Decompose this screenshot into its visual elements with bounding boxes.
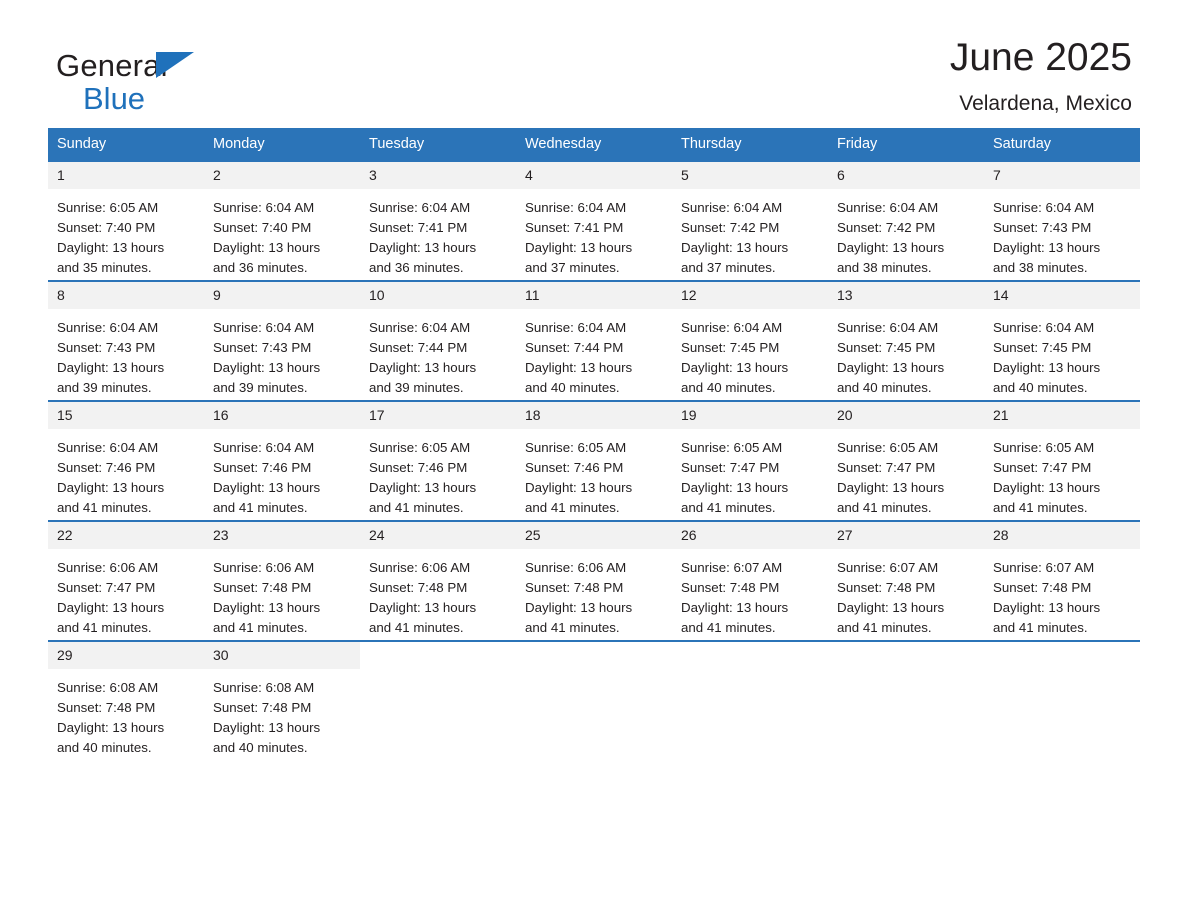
day-cell-empty	[360, 641, 516, 760]
day-number: 15	[48, 402, 204, 429]
sunset-text: Sunset: 7:46 PM	[369, 460, 468, 475]
weekday-header-tuesday: Tuesday	[360, 128, 516, 161]
sunrise-text: Sunrise: 6:04 AM	[993, 200, 1095, 215]
weekday-header-friday: Friday	[828, 128, 984, 161]
sunset-text: Sunset: 7:48 PM	[213, 580, 312, 595]
weekday-header-sunday: Sunday	[48, 128, 204, 161]
weekday-header-thursday: Thursday	[672, 128, 828, 161]
day-number: 5	[672, 162, 828, 189]
daylight-text-line2: and 41 minutes.	[213, 500, 308, 515]
sunset-text: Sunset: 7:46 PM	[213, 460, 312, 475]
day-cell	[360, 401, 516, 521]
daylight-text-line2: and 38 minutes.	[837, 260, 932, 275]
day-number: 4	[516, 162, 672, 189]
daylight-text-line1: Daylight: 13 hours	[57, 480, 165, 495]
daylight-text-line1: Daylight: 13 hours	[57, 720, 165, 735]
day-details	[360, 309, 516, 398]
daylight-text-line2: and 40 minutes.	[57, 740, 152, 755]
day-cell	[48, 161, 204, 281]
day-number: 29	[48, 642, 204, 669]
daylight-text-line1: Daylight: 13 hours	[525, 360, 633, 375]
sunset-text: Sunset: 7:41 PM	[525, 220, 624, 235]
daylight-text-line2: and 41 minutes.	[213, 620, 308, 635]
sunrise-text: Sunrise: 6:05 AM	[57, 200, 159, 215]
daylight-text-line2: and 40 minutes.	[525, 380, 620, 395]
sunrise-text: Sunrise: 6:04 AM	[369, 200, 471, 215]
day-cell-empty	[984, 641, 1140, 760]
daylight-text-line2: and 39 minutes.	[213, 380, 308, 395]
sunrise-text: Sunrise: 6:06 AM	[525, 560, 627, 575]
day-details	[984, 309, 1140, 398]
day-details	[828, 189, 984, 278]
sunrise-text: Sunrise: 6:05 AM	[837, 440, 939, 455]
sunrise-text: Sunrise: 6:04 AM	[213, 200, 315, 215]
sunset-text: Sunset: 7:48 PM	[57, 700, 156, 715]
day-details	[48, 429, 204, 518]
sunrise-text: Sunrise: 6:05 AM	[681, 440, 783, 455]
sunrise-text: Sunrise: 6:04 AM	[525, 320, 627, 335]
day-number: 20	[828, 402, 984, 429]
daylight-text-line1: Daylight: 13 hours	[213, 240, 321, 255]
day-cell	[360, 281, 516, 401]
sunrise-text: Sunrise: 6:04 AM	[213, 440, 315, 455]
sunrise-text: Sunrise: 6:04 AM	[525, 200, 627, 215]
daylight-text-line1: Daylight: 13 hours	[837, 360, 945, 375]
daylight-text-line2: and 39 minutes.	[369, 380, 464, 395]
sunset-text: Sunset: 7:48 PM	[837, 580, 936, 595]
sunrise-text: Sunrise: 6:04 AM	[57, 440, 159, 455]
day-number: 14	[984, 282, 1140, 309]
daylight-text-line2: and 41 minutes.	[681, 500, 776, 515]
day-cell	[984, 161, 1140, 281]
sunrise-text: Sunrise: 6:05 AM	[525, 440, 627, 455]
daylight-text-line1: Daylight: 13 hours	[369, 480, 477, 495]
sunrise-text: Sunrise: 6:04 AM	[57, 320, 159, 335]
day-cell	[984, 401, 1140, 521]
daylight-text-line2: and 41 minutes.	[837, 500, 932, 515]
day-details	[984, 429, 1140, 518]
day-number: 1	[48, 162, 204, 189]
sunset-text: Sunset: 7:40 PM	[213, 220, 312, 235]
sunset-text: Sunset: 7:48 PM	[525, 580, 624, 595]
day-details	[516, 309, 672, 398]
calendar-body	[48, 161, 1140, 760]
day-cell	[672, 161, 828, 281]
sunset-text: Sunset: 7:46 PM	[57, 460, 156, 475]
day-cell-empty	[516, 641, 672, 760]
day-cell	[204, 521, 360, 641]
daylight-text-line1: Daylight: 13 hours	[681, 360, 789, 375]
sunrise-text: Sunrise: 6:04 AM	[837, 320, 939, 335]
sunrise-text: Sunrise: 6:07 AM	[837, 560, 939, 575]
daylight-text-line1: Daylight: 13 hours	[213, 360, 321, 375]
daylight-text-line1: Daylight: 13 hours	[681, 600, 789, 615]
daylight-text-line1: Daylight: 13 hours	[993, 360, 1101, 375]
day-number: 6	[828, 162, 984, 189]
logo-text-blue: Blue	[83, 81, 146, 116]
day-details	[48, 549, 204, 638]
sunrise-text: Sunrise: 6:06 AM	[57, 560, 159, 575]
day-details	[516, 189, 672, 278]
day-cell	[672, 401, 828, 521]
sunrise-text: Sunrise: 6:04 AM	[681, 200, 783, 215]
daylight-text-line1: Daylight: 13 hours	[525, 480, 633, 495]
day-cell	[204, 641, 360, 760]
daylight-text-line2: and 37 minutes.	[681, 260, 776, 275]
day-number: 26	[672, 522, 828, 549]
daylight-text-line2: and 41 minutes.	[57, 620, 152, 635]
sunrise-sunset-calendar	[48, 128, 1140, 760]
daylight-text-line1: Daylight: 13 hours	[681, 240, 789, 255]
day-details	[48, 309, 204, 398]
page-header	[48, 0, 1140, 126]
sunrise-text: Sunrise: 6:04 AM	[369, 320, 471, 335]
day-number: 17	[360, 402, 516, 429]
calendar-week-row	[48, 281, 1140, 401]
day-details	[204, 309, 360, 398]
day-cell	[984, 521, 1140, 641]
day-number: 28	[984, 522, 1140, 549]
day-cell	[672, 521, 828, 641]
calendar-week-row	[48, 161, 1140, 281]
day-cell	[516, 281, 672, 401]
day-details	[828, 429, 984, 518]
daylight-text-line2: and 41 minutes.	[993, 500, 1088, 515]
day-details	[204, 669, 360, 758]
sunset-text: Sunset: 7:41 PM	[369, 220, 468, 235]
day-cell	[516, 401, 672, 521]
daylight-text-line1: Daylight: 13 hours	[213, 720, 321, 735]
weekday-header-monday: Monday	[204, 128, 360, 161]
day-number: 10	[360, 282, 516, 309]
sunset-text: Sunset: 7:43 PM	[993, 220, 1092, 235]
day-number: 9	[204, 282, 360, 309]
day-details	[360, 549, 516, 638]
sunrise-text: Sunrise: 6:08 AM	[213, 680, 315, 695]
day-cell	[204, 281, 360, 401]
daylight-text-line2: and 39 minutes.	[57, 380, 152, 395]
weekday-header-wednesday: Wednesday	[516, 128, 672, 161]
daylight-text-line2: and 41 minutes.	[993, 620, 1088, 635]
sunset-text: Sunset: 7:47 PM	[993, 460, 1092, 475]
day-number: 21	[984, 402, 1140, 429]
daylight-text-line2: and 40 minutes.	[681, 380, 776, 395]
day-details	[672, 309, 828, 398]
sunrise-text: Sunrise: 6:07 AM	[993, 560, 1095, 575]
logo-triangle-icon	[156, 52, 194, 78]
day-details	[48, 189, 204, 278]
day-details	[672, 189, 828, 278]
calendar-week-row	[48, 521, 1140, 641]
daylight-text-line2: and 35 minutes.	[57, 260, 152, 275]
day-details	[360, 429, 516, 518]
sunrise-text: Sunrise: 6:04 AM	[213, 320, 315, 335]
daylight-text-line1: Daylight: 13 hours	[525, 240, 633, 255]
day-cell	[516, 161, 672, 281]
day-details	[516, 429, 672, 518]
sunset-text: Sunset: 7:47 PM	[837, 460, 936, 475]
sunset-text: Sunset: 7:44 PM	[525, 340, 624, 355]
sunset-text: Sunset: 7:48 PM	[369, 580, 468, 595]
daylight-text-line2: and 38 minutes.	[993, 260, 1088, 275]
logo-text-general: General	[56, 48, 168, 83]
sunrise-text: Sunrise: 6:04 AM	[837, 200, 939, 215]
day-number: 30	[204, 642, 360, 669]
daylight-text-line1: Daylight: 13 hours	[57, 240, 165, 255]
sunset-text: Sunset: 7:46 PM	[525, 460, 624, 475]
day-cell	[828, 521, 984, 641]
daylight-text-line1: Daylight: 13 hours	[837, 480, 945, 495]
day-number: 3	[360, 162, 516, 189]
daylight-text-line1: Daylight: 13 hours	[369, 600, 477, 615]
day-details	[360, 189, 516, 278]
page-title: June 2025	[949, 36, 1132, 79]
sunset-text: Sunset: 7:42 PM	[681, 220, 780, 235]
title-block	[950, 38, 1132, 114]
day-cell-empty	[828, 641, 984, 760]
day-details	[204, 189, 360, 278]
sunrise-text: Sunrise: 6:07 AM	[681, 560, 783, 575]
daylight-text-line1: Daylight: 13 hours	[213, 600, 321, 615]
day-details	[984, 189, 1140, 278]
daylight-text-line1: Daylight: 13 hours	[837, 240, 945, 255]
sunset-text: Sunset: 7:40 PM	[57, 220, 156, 235]
day-cell	[48, 641, 204, 760]
location-subtitle: Velardena, Mexico	[959, 91, 1132, 115]
daylight-text-line2: and 36 minutes.	[369, 260, 464, 275]
daylight-text-line2: and 41 minutes.	[681, 620, 776, 635]
day-cell	[48, 521, 204, 641]
daylight-text-line1: Daylight: 13 hours	[369, 240, 477, 255]
day-cell	[828, 281, 984, 401]
generalblue-logo	[56, 50, 168, 114]
daylight-text-line1: Daylight: 13 hours	[57, 600, 165, 615]
day-number: 19	[672, 402, 828, 429]
sunset-text: Sunset: 7:45 PM	[837, 340, 936, 355]
sunset-text: Sunset: 7:42 PM	[837, 220, 936, 235]
day-number: 8	[48, 282, 204, 309]
daylight-text-line2: and 40 minutes.	[837, 380, 932, 395]
day-cell	[516, 521, 672, 641]
day-details	[204, 549, 360, 638]
day-cell	[672, 281, 828, 401]
daylight-text-line1: Daylight: 13 hours	[993, 480, 1101, 495]
sunrise-text: Sunrise: 6:06 AM	[369, 560, 471, 575]
day-cell	[360, 521, 516, 641]
day-number: 23	[204, 522, 360, 549]
day-details	[204, 429, 360, 518]
sunset-text: Sunset: 7:44 PM	[369, 340, 468, 355]
day-cell	[204, 161, 360, 281]
day-details	[672, 429, 828, 518]
sunrise-text: Sunrise: 6:05 AM	[369, 440, 471, 455]
sunset-text: Sunset: 7:48 PM	[993, 580, 1092, 595]
daylight-text-line2: and 41 minutes.	[525, 620, 620, 635]
day-details	[828, 549, 984, 638]
sunrise-text: Sunrise: 6:06 AM	[213, 560, 315, 575]
daylight-text-line2: and 41 minutes.	[837, 620, 932, 635]
day-number: 7	[984, 162, 1140, 189]
day-details	[48, 669, 204, 758]
day-number: 16	[204, 402, 360, 429]
daylight-text-line2: and 41 minutes.	[57, 500, 152, 515]
weekday-header-saturday: Saturday	[984, 128, 1140, 161]
daylight-text-line1: Daylight: 13 hours	[57, 360, 165, 375]
day-number: 18	[516, 402, 672, 429]
day-cell-empty	[672, 641, 828, 760]
sunset-text: Sunset: 7:45 PM	[681, 340, 780, 355]
daylight-text-line2: and 41 minutes.	[525, 500, 620, 515]
day-details	[516, 549, 672, 638]
daylight-text-line2: and 36 minutes.	[213, 260, 308, 275]
day-details	[984, 549, 1140, 638]
day-number: 22	[48, 522, 204, 549]
sunset-text: Sunset: 7:48 PM	[681, 580, 780, 595]
sunset-text: Sunset: 7:43 PM	[213, 340, 312, 355]
daylight-text-line2: and 41 minutes.	[369, 500, 464, 515]
day-cell	[828, 161, 984, 281]
sunrise-text: Sunrise: 6:04 AM	[681, 320, 783, 335]
day-number: 25	[516, 522, 672, 549]
calendar-week-row	[48, 401, 1140, 521]
daylight-text-line1: Daylight: 13 hours	[369, 360, 477, 375]
day-number: 27	[828, 522, 984, 549]
day-details	[828, 309, 984, 398]
sunset-text: Sunset: 7:47 PM	[681, 460, 780, 475]
day-cell	[984, 281, 1140, 401]
daylight-text-line2: and 37 minutes.	[525, 260, 620, 275]
day-cell	[828, 401, 984, 521]
calendar-week-row	[48, 641, 1140, 760]
daylight-text-line1: Daylight: 13 hours	[681, 480, 789, 495]
sunset-text: Sunset: 7:48 PM	[213, 700, 312, 715]
day-number: 11	[516, 282, 672, 309]
daylight-text-line2: and 41 minutes.	[369, 620, 464, 635]
sunrise-text: Sunrise: 6:08 AM	[57, 680, 159, 695]
sunset-text: Sunset: 7:43 PM	[57, 340, 156, 355]
day-cell	[48, 401, 204, 521]
daylight-text-line1: Daylight: 13 hours	[993, 600, 1101, 615]
sunset-text: Sunset: 7:47 PM	[57, 580, 156, 595]
day-cell	[204, 401, 360, 521]
daylight-text-line2: and 40 minutes.	[993, 380, 1088, 395]
daylight-text-line2: and 40 minutes.	[213, 740, 308, 755]
weekday-header-row	[48, 128, 1140, 161]
day-number: 24	[360, 522, 516, 549]
day-details	[672, 549, 828, 638]
day-number: 12	[672, 282, 828, 309]
daylight-text-line1: Daylight: 13 hours	[525, 600, 633, 615]
sunset-text: Sunset: 7:45 PM	[993, 340, 1092, 355]
daylight-text-line1: Daylight: 13 hours	[993, 240, 1101, 255]
sunrise-text: Sunrise: 6:05 AM	[993, 440, 1095, 455]
daylight-text-line1: Daylight: 13 hours	[837, 600, 945, 615]
sunrise-text: Sunrise: 6:04 AM	[993, 320, 1095, 335]
day-cell	[360, 161, 516, 281]
daylight-text-line1: Daylight: 13 hours	[213, 480, 321, 495]
day-number: 2	[204, 162, 360, 189]
day-number: 13	[828, 282, 984, 309]
day-cell	[48, 281, 204, 401]
